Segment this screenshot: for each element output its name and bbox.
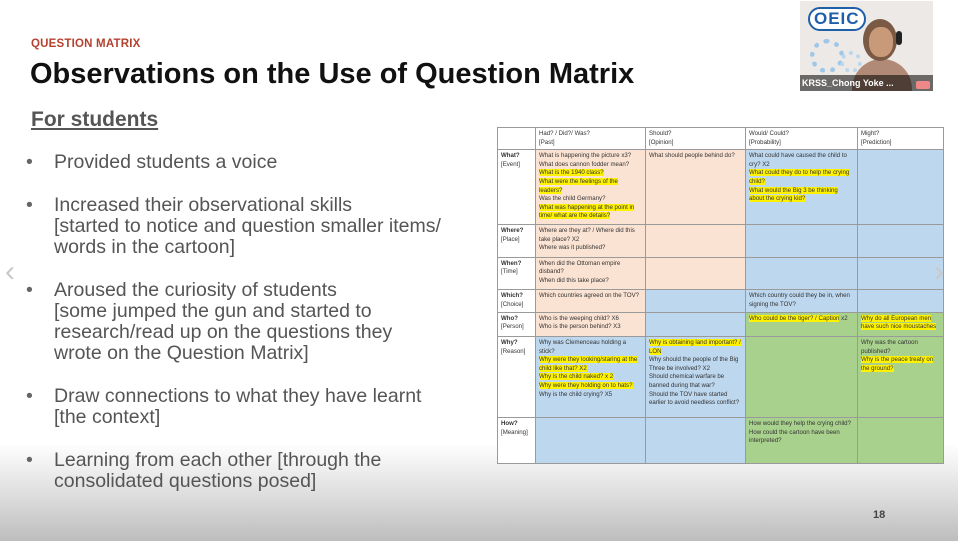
matrix-column-header [746,128,858,150]
matrix-column-header [646,128,746,150]
matrix-column-header [498,128,536,150]
highlighted-question-text: Why is the peace treaty on the ground? [861,356,934,372]
row-header-sublabel: [Event] [501,160,520,168]
highlighted-question-text: Who could be the tiger? / Caption [749,314,840,322]
question-text: Why is the child crying? X5 [539,390,613,398]
gear-icon [810,39,844,73]
matrix-cell [646,225,746,257]
question-text: Should chemical warfare be banned during that war? [649,373,725,390]
oeic-logo: OEIC [808,7,866,31]
highlighted-question-text: Why were they holding on to hats? [539,382,633,390]
bullet-item [26,152,506,173]
matrix-row-header [498,418,536,464]
matrix-cell [646,150,746,225]
bullet-line: research/read up on the questions they [54,321,393,343]
highlighted-question-text: Why do all European men have such nice moustaches [861,314,937,331]
matrix-question [539,382,642,391]
bullet-line: words in the cartoon] [54,236,236,258]
bullet-line: • Increased their observational skills [54,194,353,216]
matrix-question [539,391,642,400]
matrix-question [539,292,642,301]
matrix-row [498,150,944,225]
question-text: Who is the weeping child? X6 [539,314,619,322]
matrix-question [539,277,642,286]
matrix-question [749,187,854,204]
column-header-label: Had? / Did?/ Was? [539,130,590,137]
question-text: How could the cartoon have been interpreted? [749,428,840,445]
question-text: Should the TOV have started earlier to avoid needless conflict? [649,390,740,407]
highlighted-question-text: Why is the child naked? x 2 [539,373,614,381]
question-matrix-table [497,127,944,464]
bullet-line: [the context] [54,406,161,428]
row-header-sublabel: [Meaning] [501,428,528,436]
question-text: When did the Ottoman empire disband? [539,259,621,276]
matrix-cell [746,150,858,225]
question-text: Where are they at? / Where did this take place? X2 [539,227,635,243]
question-text: What should people behind do? [649,152,735,160]
row-header-label: How? [501,420,518,428]
matrix-cell [746,312,858,336]
matrix-cell [858,257,944,289]
next-slide-arrow-icon[interactable]: › [934,255,944,288]
matrix-question [539,260,642,277]
question-text: Was the child Germany? [539,195,606,203]
matrix-cell [746,290,858,313]
question-text: What could have caused the child to cry? X2 [749,152,847,168]
matrix-question [539,356,642,373]
matrix-question [539,152,642,161]
column-header-label: Would/ Could? [749,130,789,137]
matrix-question [749,315,854,324]
matrix-row [498,418,944,464]
bullet-line: [started to notice and question smaller items/ [54,215,441,237]
matrix-question [539,339,642,356]
row-header-label: Why? [501,339,518,347]
matrix-question [539,178,642,195]
row-header-sublabel: [Reason] [501,347,526,355]
column-header-sublabel: [Past] [539,138,555,146]
matrix-row-header [498,290,536,313]
matrix-question [539,169,642,178]
matrix-row [498,225,944,257]
column-header-label: Should? [649,130,672,137]
question-text: When did this take place? [539,276,609,284]
participant-name-label: KRSS_Chong Yoke ... [800,75,933,91]
matrix-cell [536,418,646,464]
question-text: Why should the people of the Big Three be involved? X2 [649,356,739,372]
column-header-label: Might? [861,130,880,137]
matrix-cell [858,150,944,225]
headset-icon [896,31,902,45]
matrix-cell [858,290,944,313]
row-header-label: What? [501,152,520,160]
matrix-question [539,315,642,324]
question-text: Which country could they be in, when signing the TOV? [749,292,850,308]
matrix-cell [858,418,944,464]
matrix-cell [746,337,858,418]
highlighted-question-text: What is the 1940 class? [539,169,604,177]
matrix-question [861,356,940,373]
matrix-question [749,420,854,429]
matrix-row [498,312,944,336]
matrix-cell [858,337,944,418]
highlighted-question-text: Why were they looking/staring at the child like that? X2 [539,356,638,372]
matrix-question [649,391,742,408]
matrix-cell [646,312,746,336]
bullet-line: • Provided students a voice [54,151,278,173]
bullet-line: • Aroused the curiosity of students [54,279,337,301]
row-header-sublabel: [Time] [501,268,518,276]
matrix-question [861,315,940,332]
slide-subtitle: For students [31,108,159,131]
matrix-cell [536,225,646,257]
bullet-item [26,195,506,258]
matrix-row-header [498,337,536,418]
matrix-question [649,152,742,161]
bullet-item [26,386,506,428]
matrix-cell [646,418,746,464]
highlighted-question-text: What was happening at the point in time/ what are the details? [539,203,635,220]
matrix-cell [646,290,746,313]
matrix-column-header [858,128,944,150]
matrix-question [539,204,642,221]
bullet-item [26,280,506,364]
matrix-question [539,244,642,253]
slide-title: Observations on the Use of Question Matrix [30,58,635,90]
matrix-cell [858,312,944,336]
matrix-cell [746,257,858,289]
highlighted-question-text: What could they do to help the crying child? [749,169,850,185]
highlighted-question-text: What would the Big 3 be thinking about the crying kid? [749,186,838,203]
row-header-label: Where? [501,227,524,235]
matrix-row-header [498,225,536,257]
row-header-sublabel: [Choice] [501,300,524,308]
matrix-column-header [536,128,646,150]
question-text: How would they help the crying child? [749,420,851,428]
matrix-question [861,339,940,356]
question-text: Why was the cartoon published? [861,339,918,355]
participant-video-tile[interactable] [800,1,933,91]
row-header-sublabel: [Place] [501,235,520,243]
matrix-question [539,227,642,244]
matrix-question [539,161,642,170]
matrix-header-row [498,128,944,150]
highlighted-question-text: Why is obtaining land important? / LON [649,339,741,355]
matrix-cell [536,312,646,336]
previous-slide-arrow-icon[interactable]: ‹ [5,255,15,288]
matrix-row-header [498,257,536,289]
bullet-line: • Draw connections to what they have learnt [54,385,422,407]
matrix-row [498,290,944,313]
matrix-question [649,373,742,390]
bullet-item [26,450,506,492]
row-header-label: Who? [501,314,518,322]
question-text: What does cannon fodder mean? [539,160,630,168]
row-header-label: Which? [501,292,524,300]
matrix-cell [746,225,858,257]
row-header-label: When? [501,259,522,267]
matrix-row-header [498,312,536,336]
matrix-cell [746,418,858,464]
question-text: Where was it published? [539,244,606,252]
matrix-question [749,152,854,169]
matrix-row [498,337,944,418]
matrix-question [539,323,642,332]
question-text: Who is the person behind? X3 [539,323,621,331]
matrix-question [749,429,854,446]
highlighted-question-text: What were the feelings of the leaders? [539,177,618,194]
matrix-cell [646,337,746,418]
page-number: 18 [873,509,886,521]
column-header-sublabel: [Opinion] [649,138,674,146]
matrix-row [498,257,944,289]
column-header-sublabel: [Prediction] [861,138,892,146]
bullet-line: wrote on the Question Matrix] [54,342,309,364]
matrix-question [749,292,854,309]
question-text: Which countries agreed on the TOV? [539,292,640,300]
slide-kicker: QUESTION MATRIX [31,38,141,50]
question-text: Why was Clemenceau holding a stick? [539,339,627,355]
participant-face [869,27,893,57]
video-badge-icon [916,81,930,89]
matrix-cell [536,150,646,225]
bullet-list [26,152,506,514]
bullet-line: [some jumped the gun and started to [54,300,372,322]
matrix-question [649,339,742,356]
matrix-cell [646,257,746,289]
matrix-cell [858,225,944,257]
matrix-question [539,195,642,204]
column-header-sublabel: [Probability] [749,138,781,146]
question-text: What is happening the picture x3? [539,152,632,160]
matrix-cell [536,337,646,418]
matrix-question [539,373,642,382]
matrix-cell [536,257,646,289]
bullet-line: • Learning from each other [through the [54,449,382,471]
matrix-question [749,169,854,186]
bullet-line: consolidated questions posed] [54,470,317,492]
row-header-sublabel: [Person] [501,323,524,331]
question-count: x2 [839,314,848,322]
matrix-row-header [498,150,536,225]
matrix-question [649,356,742,373]
matrix-cell [536,290,646,313]
